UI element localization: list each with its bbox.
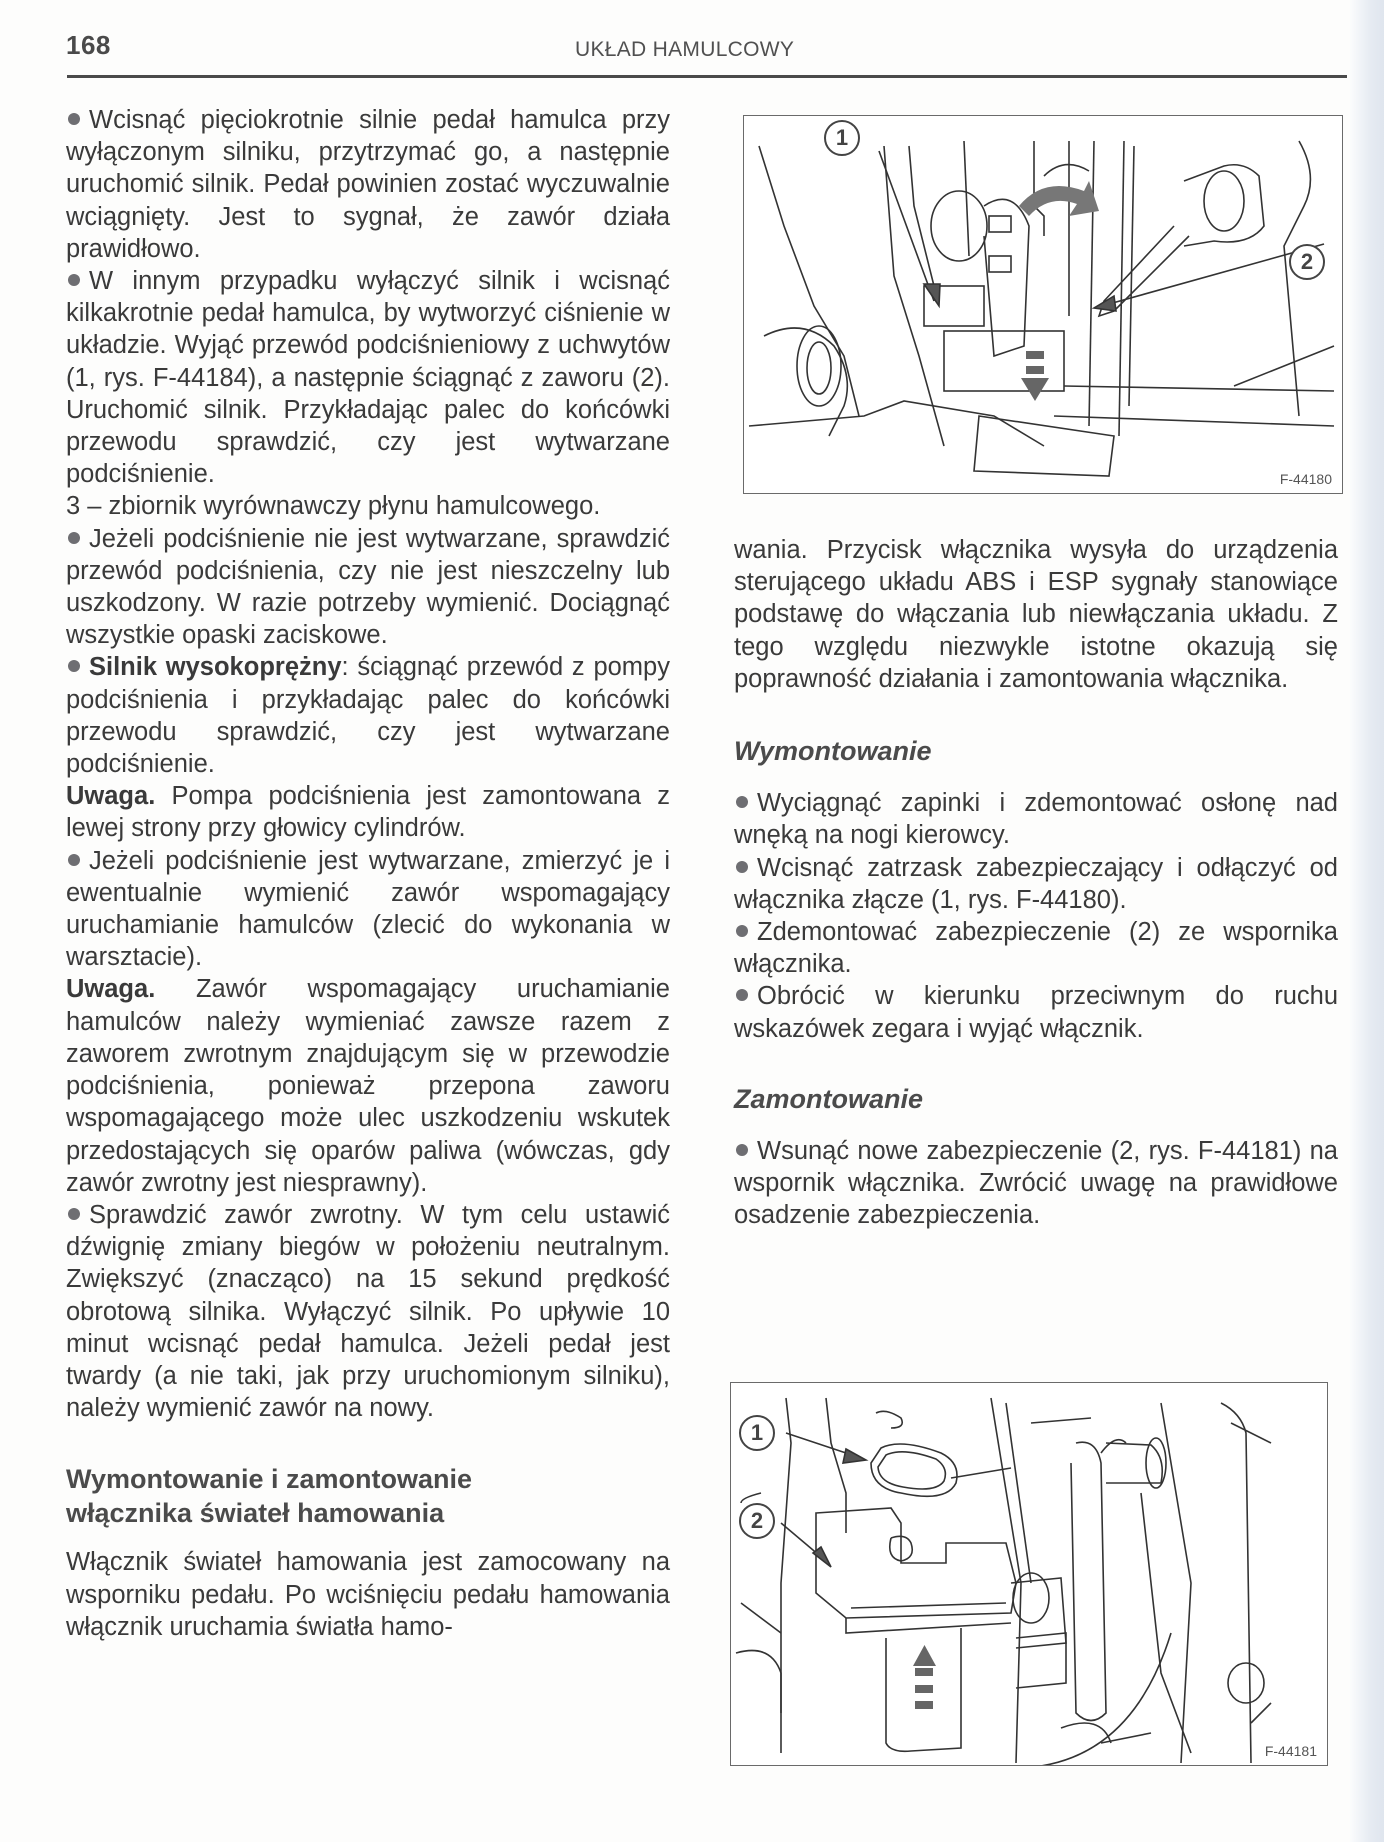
note: Uwaga. Pompa podciśnienia jest zamontowana z lewej strony przy głowicy cylindrów. [66,782,670,843]
page-number: 168 [66,30,111,60]
rotate-arrow-icon [1019,181,1099,216]
bullet-icon [736,989,748,1001]
bullet-icon [68,1208,80,1220]
figure-code: F-44180 [1279,471,1332,487]
paragraph: Jeżeli podciśnienie jest wytwarzane, zmierzyć je i ewentualnie wymienić zawór wspomagający uruchamianie hamulców (zlecić do wykonania w warsztacie). [66,846,670,972]
install-step: Wsunąć nowe zabezpieczenie (2, rys. F-44181) na wspornik włącznika. Zwrócić uwagę na prawidłowe osadzenie zabezpieczenia. [734,1137,1338,1230]
caption-note: 3 – zbiornik wyrównawczy płynu hamulcowego. [66,492,601,521]
bullet-icon [68,274,80,286]
bullet-icon [736,861,748,873]
figure-code: F-44181 [1264,1743,1317,1759]
page-edge-shadow [1350,0,1384,1842]
removal-step: Wyciągnąć zapinki i zdemontować osłonę nad wnęką na nogi kierowcy. [734,789,1338,850]
callout-2: 2 [1289,244,1325,280]
bullet-icon [68,660,80,672]
figure-f44180 [743,115,1343,494]
paragraph: Wcisnąć pięciokrotnie silnie pedał hamulca przy wyłączonym silniku, przytrzymać go, a następnie uruchomić silnik. Pedał powinien zostać wyczuwalnie wciągnięty. Jest to sygnał, że zawór działa prawidłowo. [66,106,670,263]
up-arrow-icon [913,1645,936,1709]
figure-f44181 [730,1382,1328,1766]
left-column [66,104,670,1643]
right-column-intro [734,534,1338,1232]
callout-1: 1 [739,1415,775,1451]
down-arrow-icon [1021,351,1049,401]
bullet-icon [736,796,748,808]
note-label: Uwaga. [66,782,156,811]
bullet-icon [736,1144,748,1156]
bullet-icon [68,113,80,125]
note: Uwaga. Zawór wspomagający uruchamianie hamulców należy wymieniać zawsze razem z zaworem zwrotnym znajdującym się w przewodzie podciśnienia, ponieważ przepona zaworu wspomagającego może ulec uszkodzeniu wskutek przedostających się oparów paliwa (wówczas, gdy zawór zwrotny jest niesprawny). [66,975,670,1197]
bullet-icon [736,925,748,937]
install-heading: Zamontowanie [734,1083,924,1114]
paragraph: Silnik wysokoprężny: ściągnąć przewód z pompy podciśnienia i przykładając palec do końcówki przewodu sprawdzić, czy jest wytwarzane podciśnienie. [66,653,670,779]
removal-step: Wcisnąć zatrzask zabezpieczający i odłączyć od włącznika złącze (1, rys. F-44180). [734,853,1338,914]
paragraph: W innym przypadku wyłączyć silnik i wcisnąć kilkakrotnie pedał hamulca, by wytworzyć ciśnienie w układzie. Wyjąć przewód podciśnieniowy z uchwytów (1, rys. F-44184), a następnie ściągnąć z zaworu (2). Uruchomić silnik. Przykładając palec do końcówki przewodu sprawdzić, czy jest wytwarzane podciśnienie. [66,267,670,489]
bullet-icon [68,532,80,544]
brake-switch-bracket-illustration [731,1383,1327,1765]
header-rule [67,75,1347,78]
callout-2: 2 [739,1503,775,1539]
callout-1: 1 [824,120,860,156]
removal-step: Zdemontować zabezpieczenie (2) ze wspornika włącznika. [734,918,1338,979]
removal-heading: Wymontowanie [734,736,932,767]
paragraph: Sprawdzić zawór zwrotny. W tym celu ustawić dźwignię zmiany biegów w położeniu neutralnym. Zwiększyć (znacząco) na 15 sekund prędkość obrotową silnika. Wyłączyć silnik. Po upływie 10 minut wcisnąć pedał hamulca. Jeżeli pedał jest twardy (a nie taki, jak przy uruchomionym silniku), należy wymienić zawór na nowy. [66,1200,670,1423]
brake-switch-connector-illustration [744,116,1342,493]
running-head: UKŁAD HAMULCOWY [575,38,795,61]
bold-term: Silnik wysokoprężny [89,653,342,682]
bullet-icon [68,854,80,866]
note-label: Uwaga. [66,975,156,1004]
section-intro: Włącznik świateł hamowania jest zamocowany na wsporniku pedału. Po wciśnięciu pedału hamowania włącznik uruchamia światła hamo- [66,1548,670,1641]
paragraph: wania. Przycisk włącznika wysyła do urządzenia sterującego układu ABS i ESP sygnały stanowiące podstawę do włączania lub niewłączania układu. Z tego względu niezwykle istotne okazują się poprawność działania i zamontowania włącznika. [734,536,1338,693]
paragraph: Jeżeli podciśnienie nie jest wytwarzane, sprawdzić przewód podciśnienia, czy nie jest nieszczelny lub uszkodzony. W razie potrzeby wymienić. Dociągnąć wszystkie opaski zaciskowe. [66,524,670,650]
section-heading: Wymontowanie i zamontowanie włącznika świateł hamowania [66,1464,473,1529]
removal-step: Obrócić w kierunku przeciwnym do ruchu wskazówek zegara i wyjąć włącznik. [734,982,1338,1043]
